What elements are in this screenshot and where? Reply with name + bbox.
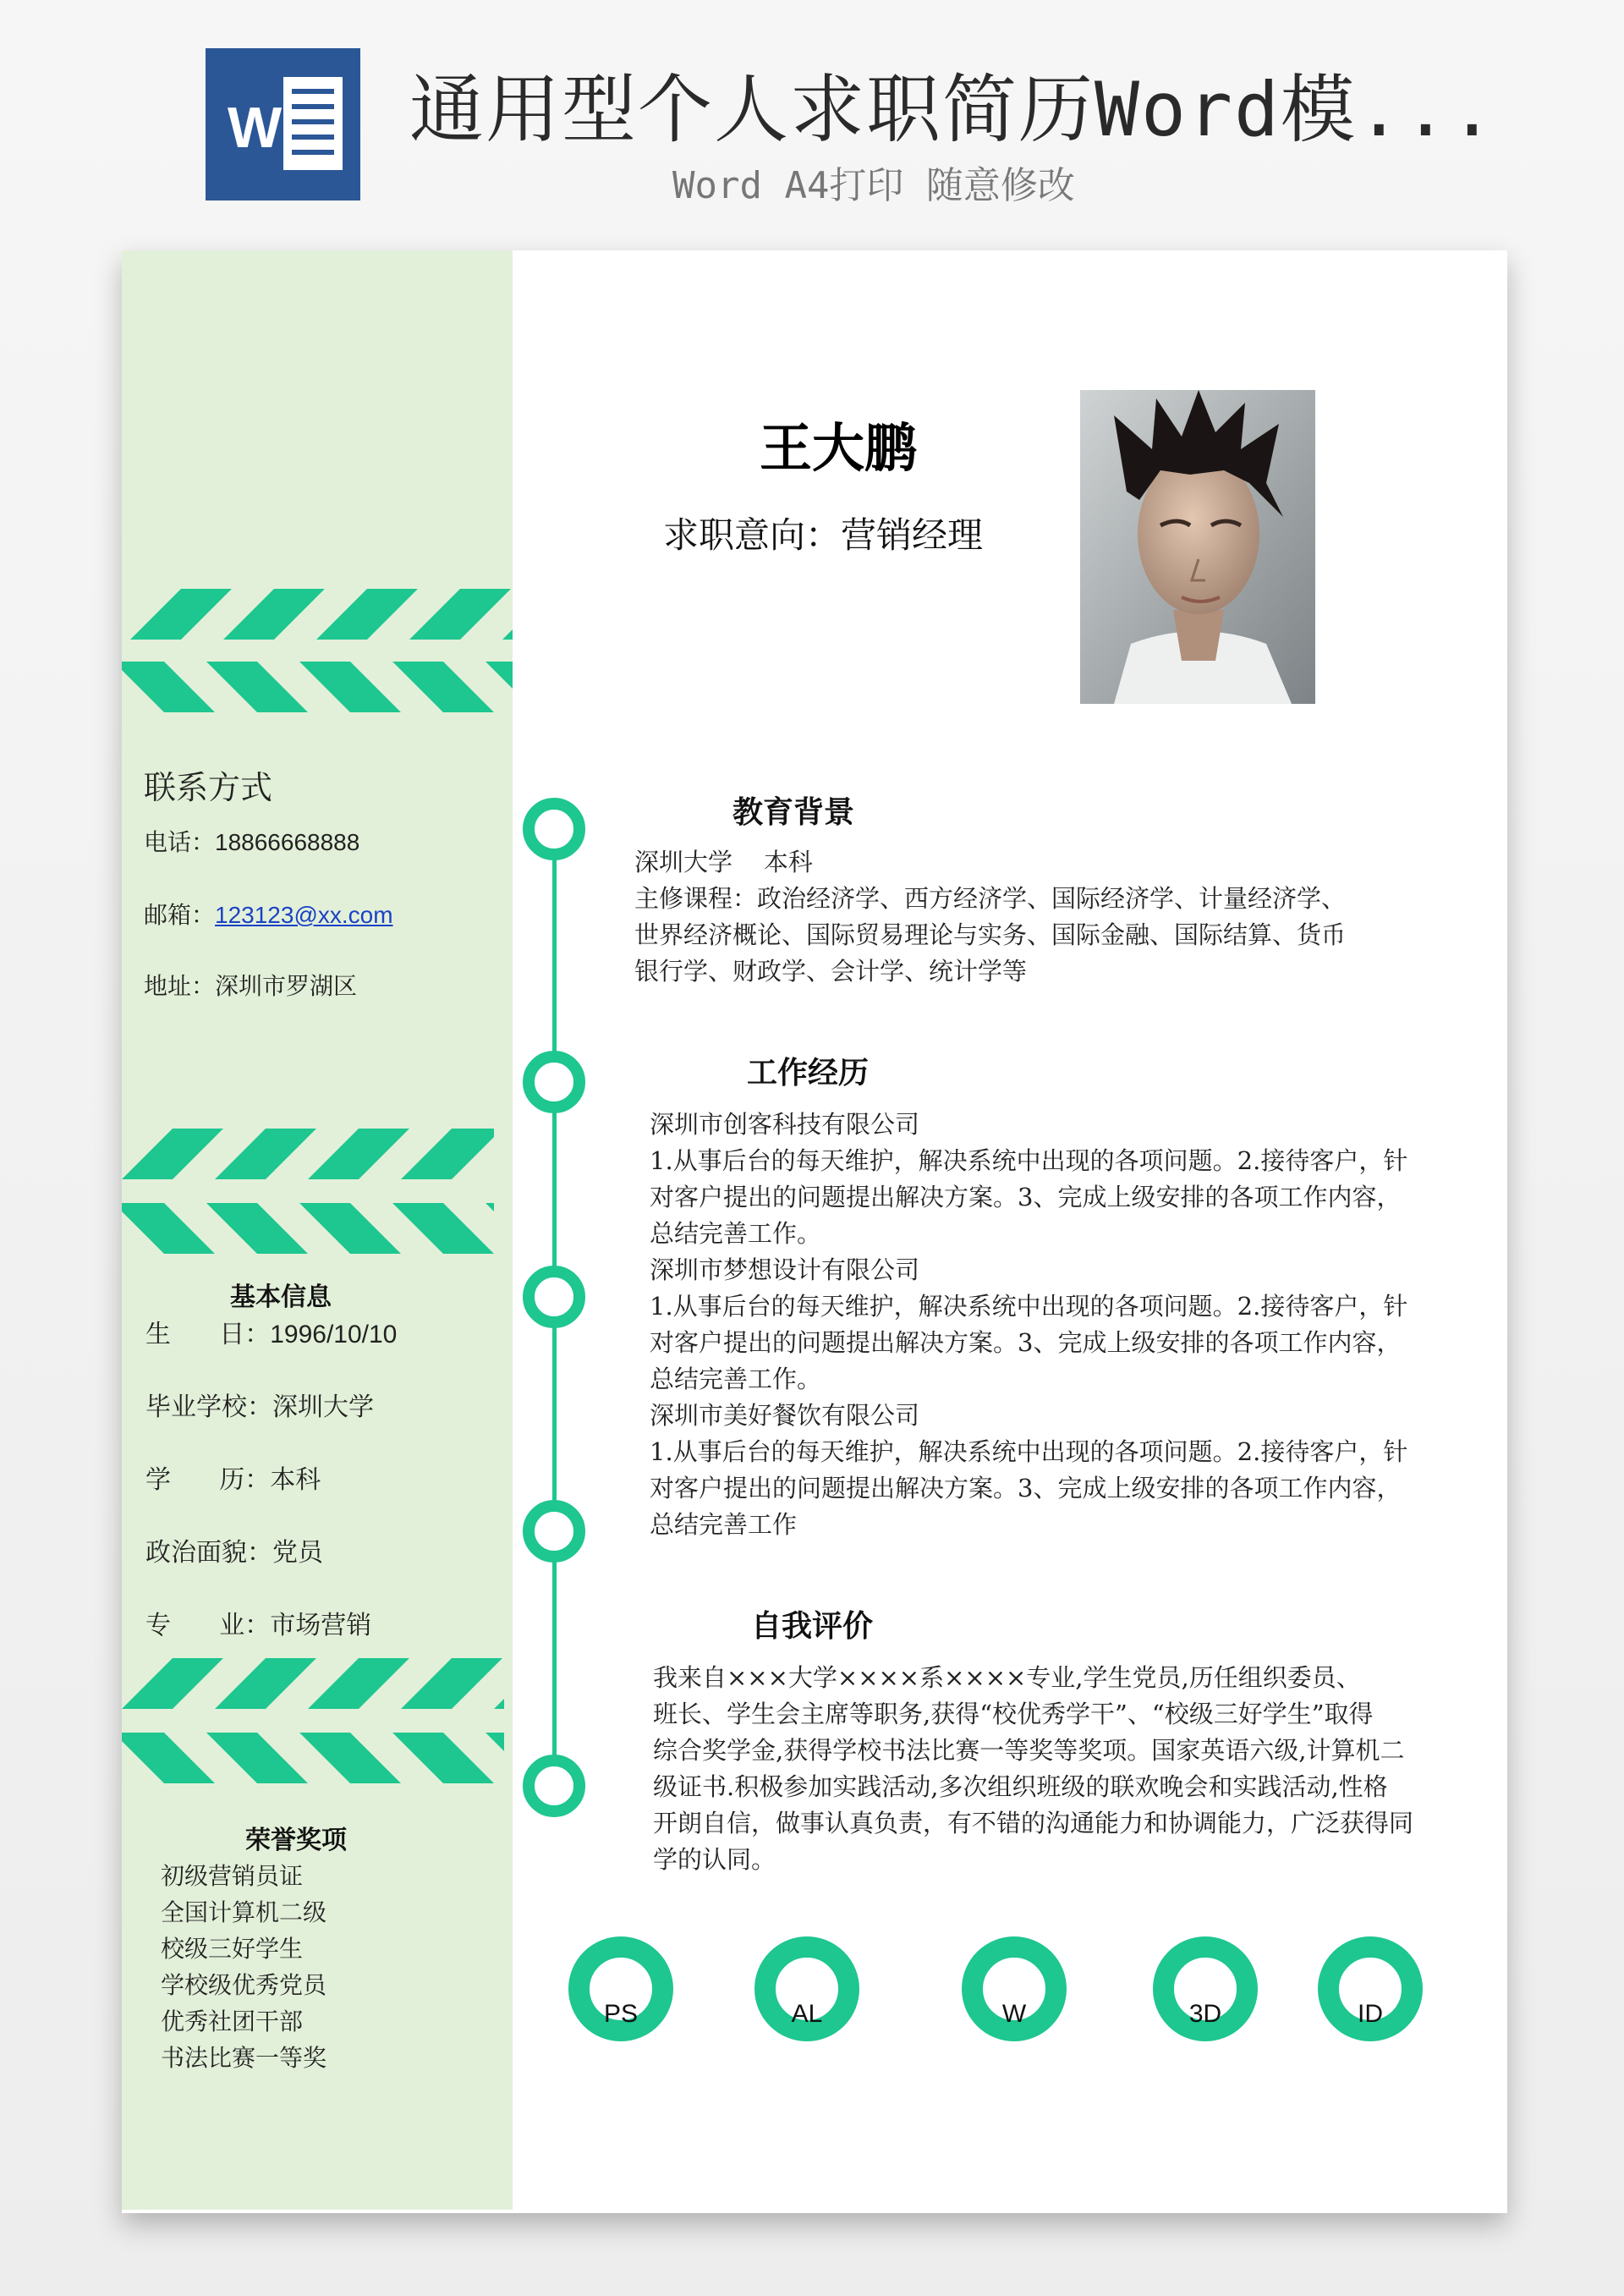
email-link[interactable]: 123123@xx.com (215, 902, 393, 928)
basic-major: 专 业：市场营销 (145, 1611, 372, 1640)
contact-heading: 联系方式 (144, 769, 273, 806)
timeline-node (523, 798, 585, 860)
honor-item: 优秀社团干部 (161, 2008, 304, 2035)
job-line: 总结完善工作 (650, 1510, 798, 1539)
self-eval-body (653, 1660, 1473, 1878)
job-company: 深圳市创客科技有限公司 (650, 1110, 920, 1139)
skill-ring-3d (1153, 1936, 1258, 2041)
basic-info-heading: 基本信息 (230, 1283, 332, 1312)
basic-politics: 政治面貌：党员 (145, 1538, 323, 1568)
work-heading: 工作经历 (747, 1055, 870, 1090)
education-heading: 教育背景 (732, 794, 855, 830)
page-title: 通用型个人求职简历Word模... (409, 66, 1496, 153)
phone-label: 电话： (144, 828, 216, 856)
skill-label: PS (603, 2000, 639, 2028)
job-intent: 求职意向：营销经理 (663, 514, 984, 556)
honor-item: 学校级优秀党员 (161, 1971, 327, 1999)
job-company: 深圳市梦想设计有限公司 (650, 1255, 920, 1284)
chevron-band-3b (122, 1733, 504, 1783)
skill-ring-al (754, 1936, 859, 2041)
job-line: 总结完善工作。 (650, 1219, 822, 1248)
skill-label: W (1001, 2000, 1027, 2028)
timeline-node (523, 1500, 585, 1563)
skill-label: 3D (1188, 2000, 1222, 2028)
profile-photo (1080, 390, 1315, 704)
skill-ring-w (962, 1936, 1067, 2041)
job-company: 深圳市美好餐饮有限公司 (650, 1401, 920, 1430)
basic-school: 毕业学校：深圳大学 (145, 1392, 374, 1422)
chevron-band-3a (122, 1658, 504, 1709)
contact-email (144, 897, 393, 931)
self-eval-line: 我来自×××大学××××系××××专业,学生党员,历任组织委员、 (653, 1663, 1361, 1692)
honors-heading: 荣誉奖项 (245, 1826, 347, 1855)
email-label: 邮箱： (144, 901, 216, 929)
education-line: 主修课程：政治经济学、西方经济学、国际经济学、计量经济学、 (634, 884, 1347, 913)
timeline-node (523, 1755, 585, 1817)
honor-item: 校级三好学生 (161, 1935, 304, 1963)
candidate-name: 王大鹏 (760, 417, 918, 479)
honor-item: 书法比赛一等奖 (161, 2044, 327, 2072)
honor-item: 全国计算机二级 (161, 1898, 327, 1926)
skill-ring-ps (568, 1936, 673, 2041)
phone-value: 18866668888 (215, 829, 360, 855)
timeline-node (523, 1266, 585, 1328)
birthday-value: 1996/10/10 (270, 1321, 398, 1348)
education-line: 银行学、财政学、会计学、统计学等 (634, 957, 1028, 986)
basic-birthday (145, 1313, 397, 1350)
chevron-band-1b (122, 662, 513, 712)
timeline-node (523, 1051, 585, 1113)
chevron-band-1a (122, 589, 513, 640)
page-subtitle: Word A4打印 随意修改 (672, 164, 1075, 207)
job-line: 总结完善工作。 (650, 1365, 822, 1393)
education-line: 深圳大学 本科 (634, 848, 813, 876)
word-logo (206, 48, 360, 200)
portrait-illustration (1080, 390, 1315, 704)
self-eval-line: 班长、学生会主席等职务,获得“校优秀学干”、“校级三好学生”取得 (653, 1700, 1374, 1728)
document-icon (283, 77, 343, 170)
job-line: 对客户提出的问题提出解决方案。3、完成上级安排的各项工作内容， (650, 1474, 1402, 1502)
skill-label: ID (1358, 2000, 1383, 2028)
skill-label: AL (791, 2000, 823, 2028)
chevron-band-2b (122, 1203, 494, 1254)
contact-phone (144, 824, 359, 858)
word-logo-letter: W (228, 96, 283, 160)
self-eval-heading: 自我评价 (751, 1608, 874, 1644)
job-line: 1.从事后台的每天维护，解决系统中出现的各项问题。2.接待客户，针 (650, 1146, 1408, 1175)
job-line: 1.从事后台的每天维护，解决系统中出现的各项问题。2.接待客户，针 (650, 1292, 1408, 1321)
skill-ring-id (1318, 1936, 1423, 2041)
honor-item: 初级营销员证 (161, 1862, 304, 1890)
education-line: 世界经济概论、国际贸易理论与实务、国际金融、国际结算、货币 (634, 920, 1347, 949)
job-line: 对客户提出的问题提出解决方案。3、完成上级安排的各项工作内容， (650, 1328, 1402, 1357)
self-eval-line: 综合奖学金,获得学校书法比赛一等奖等奖项。国家英语六级,计算机二 (653, 1736, 1405, 1765)
chevron-band-2a (122, 1129, 494, 1179)
work-body (650, 1107, 1479, 1543)
birthday-label: 生 日： (145, 1320, 271, 1349)
basic-degree: 学 历：本科 (145, 1465, 321, 1495)
job-line: 对客户提出的问题提出解决方案。3、完成上级安排的各项工作内容， (650, 1183, 1402, 1211)
self-eval-line: 级证书.积极参加实践活动,多次组织班级的联欢晚会和实践活动,性格 (653, 1772, 1388, 1801)
contact-address: 地址：深圳市罗湖区 (144, 972, 358, 1000)
education-body (634, 844, 1480, 990)
self-eval-line: 开朗自信，做事认真负责，有不错的沟通能力和协调能力，广泛获得同 (653, 1809, 1414, 1837)
job-line: 1.从事后台的每天维护，解决系统中出现的各项问题。2.接待客户，针 (650, 1437, 1408, 1466)
self-eval-line: 学的认同。 (653, 1845, 776, 1874)
